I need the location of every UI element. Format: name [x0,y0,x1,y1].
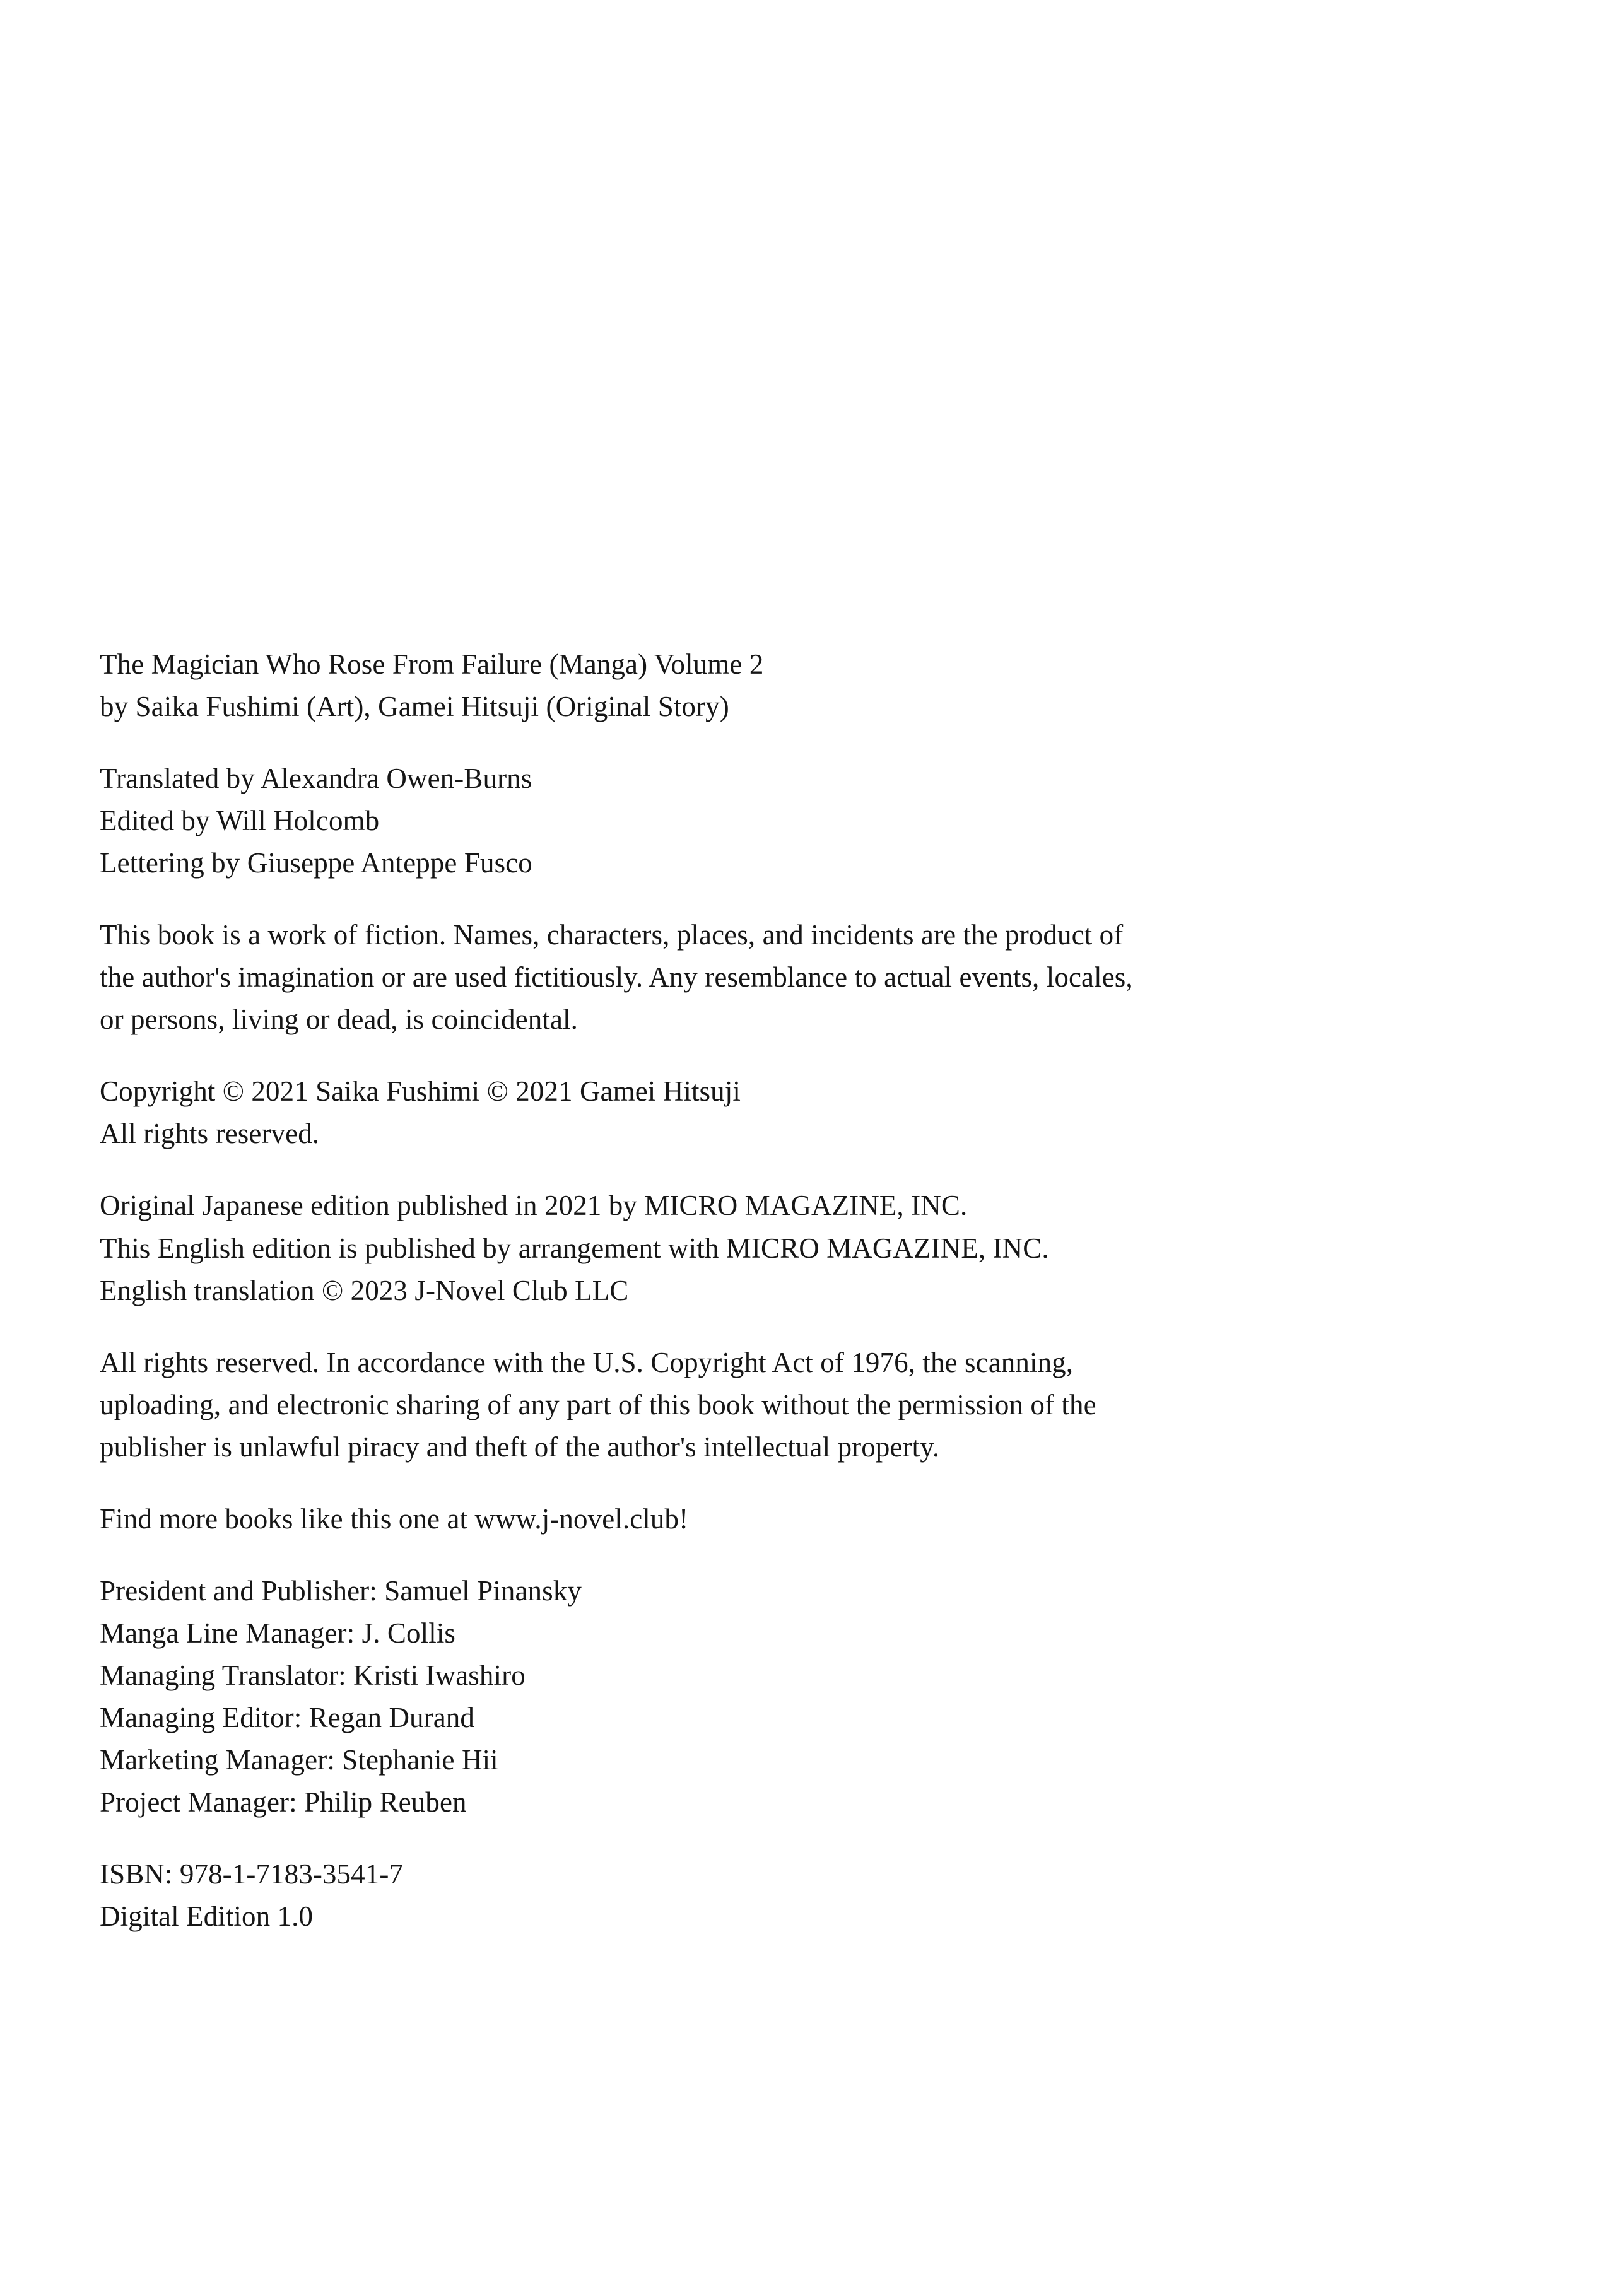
piracy-notice-line-1: All rights reserved. In accordance with the U.S. Copyright Act of 1976, the scanning, [100,1346,1074,1378]
english-edition-line: This English edition is published by arrangement with MICRO MAGAZINE, INC. [100,1232,1049,1264]
credit-translator: Translated by Alexandra Owen-Burns [100,763,532,795]
fiction-disclaimer-line-3: or persons, living or dead, is coincidental. [100,1004,578,1036]
edition-block [100,1185,1424,1311]
fiction-disclaimer-line-2: the author's imagination or are used fictitiously. Any resemblance to actual events, locales, [100,961,1133,993]
fiction-disclaimer-line-1: This book is a work of fiction. Names, characters, places, and incidents are the product of [100,919,1124,951]
staff-president-publisher: President and Publisher: Samuel Pinansky [100,1574,582,1607]
staff-marketing-manager: Marketing Manager: Stephanie Hii [100,1743,498,1776]
copyright-notice-block [100,1070,1424,1155]
piracy-notice-line-2: uploading, and electronic sharing of any part of this book without the permission of the [100,1388,1096,1420]
staff-manga-line-manager: Manga Line Manager: J. Collis [100,1617,456,1649]
promo-block [100,1498,1424,1540]
rights-reserved-notice: All rights reserved. [100,1118,320,1150]
identifier-block [100,1853,1424,1938]
book-title: The Magician Who Rose From Failure (Manga) Volume 2 [100,648,764,680]
copyright-notice: Copyright © 2021 Saika Fushimi © 2021 Gamei Hitsuji [100,1075,741,1108]
credits-block [100,758,1424,884]
title-block [100,643,1424,728]
piracy-notice-block [100,1342,1383,1468]
digital-edition: Digital Edition 1.0 [100,1901,314,1933]
book-credit-authors: by Saika Fushimi (Art), Gamei Hitsuji (Original Story) [100,691,729,723]
staff-managing-translator: Managing Translator: Kristi Iwashiro [100,1659,526,1691]
credit-editor: Edited by Will Holcomb [100,805,380,837]
staff-project-manager: Project Manager: Philip Reuben [100,1786,467,1819]
staff-block [100,1570,1424,1824]
promo-line: Find more books like this one at www.j-novel.club! [100,1502,689,1535]
original-edition-line: Original Japanese edition published in 2021 by MICRO MAGAZINE, INC. [100,1190,968,1222]
piracy-notice-line-3: publisher is unlawful piracy and theft of the author's intellectual property. [100,1431,940,1463]
copyright-text-container [100,643,1424,1938]
fiction-disclaimer-block [100,914,1383,1041]
credit-letterer: Lettering by Giuseppe Anteppe Fusco [100,847,532,879]
isbn: ISBN: 978-1-7183-3541-7 [100,1858,404,1890]
staff-managing-editor: Managing Editor: Regan Durand [100,1701,475,1733]
english-translation-line: English translation © 2023 J-Novel Club LLC [100,1274,629,1306]
